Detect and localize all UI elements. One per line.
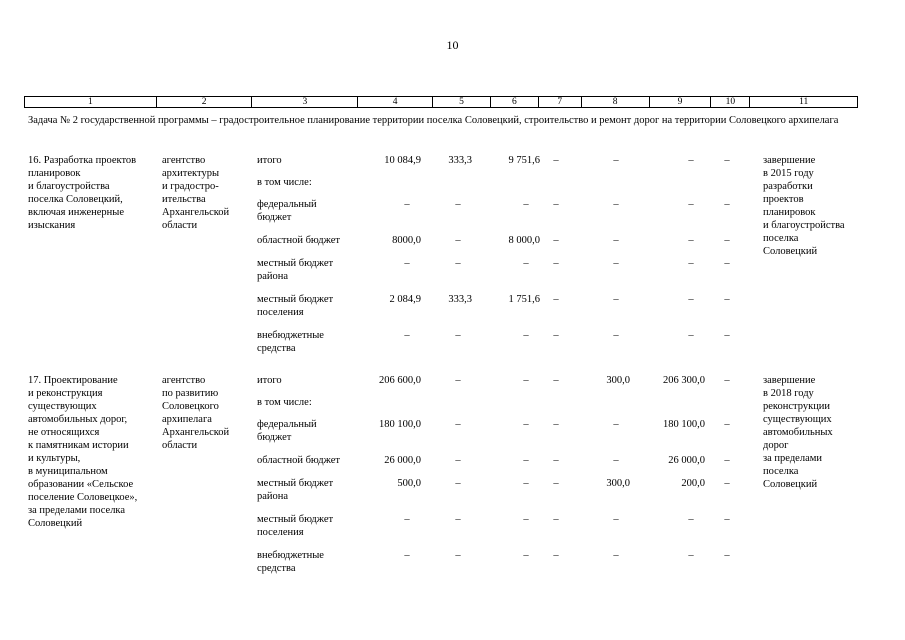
funding-value-col-6: – — [523, 550, 529, 561]
funding-value-col-7: – — [553, 258, 559, 269]
funding-value-col-9: – — [688, 155, 694, 166]
funding-source-vneb: средства — [257, 343, 296, 354]
funding-source-vtom: в том числе: — [257, 397, 312, 408]
funding-value-col-5: – — [455, 375, 461, 386]
funding-value-col-10: – — [724, 419, 730, 430]
result-line: существующих — [763, 414, 832, 425]
executor-line: Архангельской — [162, 427, 230, 438]
funding-value-col-9: – — [688, 294, 694, 305]
funding-value-col-5: – — [455, 199, 461, 210]
funding-value-col-5: – — [455, 550, 461, 561]
funding-value-col-8: – — [613, 155, 619, 166]
funding-value-col-4: 2 084,9 — [389, 294, 421, 305]
header-col-9: 9 — [650, 97, 712, 107]
funding-value-col-4: 500,0 — [397, 478, 421, 489]
funding-source-obl: областной бюджет — [257, 235, 340, 246]
funding-value-col-7: – — [553, 419, 559, 430]
funding-value-col-8: 300,0 — [606, 478, 630, 489]
executor-line: архитектуры — [162, 168, 219, 179]
funding-value-col-8: – — [613, 550, 619, 561]
funding-value-col-4: – — [404, 258, 410, 269]
funding-source-mest_r: района — [257, 271, 289, 282]
funding-value-col-8: – — [613, 235, 619, 246]
funding-source-vneb: внебюджетные — [257, 330, 324, 341]
measure-name-line: 16. Разработка проектов — [28, 155, 137, 166]
executor-line: по развитию — [162, 388, 219, 399]
funding-value-col-5: – — [455, 258, 461, 269]
funding-value-col-10: – — [724, 455, 730, 466]
measure-name-line: не относящихся — [28, 427, 100, 438]
column-number-header — [24, 96, 858, 108]
result-line: Соловецкий — [763, 246, 818, 257]
funding-value-col-5: 333,3 — [448, 294, 472, 305]
funding-source-vneb: внебюджетные — [257, 550, 324, 561]
header-col-7: 7 — [539, 97, 582, 107]
funding-value-col-9: – — [688, 235, 694, 246]
funding-value-col-9: 26 000,0 — [668, 455, 705, 466]
funding-value-col-7: – — [553, 330, 559, 341]
funding-value-col-4: 180 100,0 — [379, 419, 421, 430]
executor-line: области — [162, 440, 198, 451]
funding-source-mest_p: поселения — [257, 527, 304, 538]
executor-line: Соловецкого — [162, 401, 219, 412]
executor-line: ительства — [162, 194, 206, 205]
funding-value-col-10: – — [724, 258, 730, 269]
funding-source-vneb: средства — [257, 563, 296, 574]
funding-value-col-8: – — [613, 294, 619, 305]
measure-name-line: за пределами поселка — [28, 505, 126, 516]
funding-value-col-10: – — [724, 514, 730, 525]
funding-value-col-10: – — [724, 375, 730, 386]
funding-value-col-7: – — [553, 199, 559, 210]
page-number: 10 — [446, 38, 459, 52]
funding-value-col-6: 1 751,6 — [508, 294, 540, 305]
funding-value-col-4: – — [404, 330, 410, 341]
funding-value-col-7: – — [553, 455, 559, 466]
funding-value-col-4: 206 600,0 — [379, 375, 421, 386]
funding-value-col-7: – — [553, 478, 559, 489]
funding-value-col-8: – — [613, 330, 619, 341]
result-line: Соловецкий — [763, 479, 818, 490]
funding-value-col-9: 180 100,0 — [663, 419, 705, 430]
funding-value-col-9: – — [688, 199, 694, 210]
header-col-5: 5 — [433, 97, 491, 107]
funding-source-vtom: в том числе: — [257, 177, 312, 188]
measure-name-line: и культуры, — [28, 453, 81, 464]
funding-value-col-6: – — [523, 514, 529, 525]
funding-value-col-6: 8 000,0 — [508, 235, 540, 246]
funding-source-mest_p: местный бюджет — [257, 294, 334, 305]
funding-source-mest_p: поселения — [257, 307, 304, 318]
funding-value-col-5: – — [455, 478, 461, 489]
funding-source-fed: бюджет — [257, 432, 292, 443]
funding-value-col-8: – — [613, 419, 619, 430]
funding-source-mest_r: местный бюджет — [257, 478, 334, 489]
funding-value-col-8: 300,0 — [606, 375, 630, 386]
funding-value-col-10: – — [724, 155, 730, 166]
measure-name-line: в муниципальном — [28, 466, 108, 477]
funding-value-col-7: – — [553, 550, 559, 561]
funding-value-col-9: – — [688, 330, 694, 341]
funding-value-col-8: – — [613, 258, 619, 269]
funding-value-col-6: – — [523, 455, 529, 466]
result-line: завершение — [763, 375, 816, 386]
funding-value-col-9: – — [688, 550, 694, 561]
header-col-6: 6 — [491, 97, 539, 107]
header-col-3: 3 — [252, 97, 358, 107]
result-line: реконструкции — [763, 401, 831, 412]
funding-value-col-7: – — [553, 375, 559, 386]
header-col-10: 10 — [711, 97, 750, 107]
funding-value-col-10: – — [724, 478, 730, 489]
measure-name-line: к памятникам истории — [28, 440, 129, 451]
funding-value-col-5: – — [455, 235, 461, 246]
funding-value-col-9: – — [688, 258, 694, 269]
funding-value-col-5: – — [455, 330, 461, 341]
funding-value-col-6: 9 751,6 — [508, 155, 540, 166]
measure-name-line: и реконструкция — [28, 388, 103, 399]
funding-value-col-6: – — [523, 375, 529, 386]
funding-value-col-4: – — [404, 550, 410, 561]
funding-value-col-5: – — [455, 455, 461, 466]
funding-source-itogo: итого — [257, 155, 282, 166]
result-line: и благоустройства — [763, 220, 845, 231]
executor-line: агентство — [162, 375, 206, 386]
header-col-8: 8 — [582, 97, 650, 107]
measure-name-line: образовании «Сельское — [28, 479, 134, 490]
result-line: в 2015 году — [763, 168, 814, 179]
funding-value-col-4: 8000,0 — [392, 235, 421, 246]
funding-value-col-4: – — [404, 199, 410, 210]
measure-name-line: поселение Соловецкое», — [28, 492, 138, 503]
measure-name-line: автомобильных дорог, — [28, 414, 128, 425]
funding-value-col-7: – — [553, 294, 559, 305]
funding-value-col-7: – — [553, 514, 559, 525]
header-col-11: 11 — [799, 97, 809, 107]
measure-name-line: существующих — [28, 401, 97, 412]
funding-source-fed: федеральный — [257, 199, 317, 210]
result-line: дорог — [763, 440, 789, 451]
funding-value-col-10: – — [724, 550, 730, 561]
funding-value-col-6: – — [523, 199, 529, 210]
result-line: завершение — [763, 155, 816, 166]
result-line: разработки — [763, 181, 813, 192]
result-line: за пределами — [763, 453, 822, 464]
result-line: проектов — [763, 194, 804, 205]
executor-line: агентство — [162, 155, 206, 166]
measure-name-line: 17. Проектирование — [28, 375, 118, 386]
task-heading: Задача № 2 государственной программы – градостроительное планирование территории поселка Соловецкий, строительство и ремонт дорог на территории Соловецкого архипелага — [28, 115, 839, 126]
funding-value-col-5: – — [455, 514, 461, 525]
funding-value-col-9: 206 300,0 — [663, 375, 705, 386]
funding-value-col-4: – — [404, 514, 410, 525]
funding-value-col-6: – — [523, 419, 529, 430]
funding-value-col-5: – — [455, 419, 461, 430]
header-col-2: 2 — [157, 97, 253, 107]
funding-value-col-9: 200,0 — [681, 478, 705, 489]
result-line: поселка — [763, 233, 799, 244]
funding-value-col-10: – — [724, 330, 730, 341]
header-col-1: 1 — [25, 97, 157, 107]
measure-name-line: поселка Соловецкий, — [28, 194, 123, 205]
measure-name-line: включая инженерные — [28, 207, 125, 218]
funding-value-col-6: – — [523, 258, 529, 269]
measure-name-line: планировок — [28, 168, 81, 179]
funding-value-col-4: 10 084,9 — [384, 155, 421, 166]
funding-value-col-5: 333,3 — [448, 155, 472, 166]
funding-source-obl: областной бюджет — [257, 455, 340, 466]
measure-name-line: Соловецкий — [28, 518, 83, 529]
header-col-4: 4 — [358, 97, 433, 107]
funding-source-itogo: итого — [257, 375, 282, 386]
executor-line: Архангельской — [162, 207, 230, 218]
funding-value-col-7: – — [553, 235, 559, 246]
result-line: в 2018 году — [763, 388, 814, 399]
funding-source-fed: федеральный — [257, 419, 317, 430]
executor-line: области — [162, 220, 198, 231]
funding-value-col-8: – — [613, 199, 619, 210]
funding-source-mest_r: местный бюджет — [257, 258, 334, 269]
executor-line: архипелага — [162, 414, 212, 425]
funding-value-col-9: – — [688, 514, 694, 525]
funding-value-col-8: – — [613, 455, 619, 466]
executor-line: и градостро- — [162, 181, 219, 192]
funding-value-col-6: – — [523, 478, 529, 489]
funding-value-col-10: – — [724, 199, 730, 210]
funding-value-col-8: – — [613, 514, 619, 525]
funding-source-mest_r: района — [257, 491, 289, 502]
measure-name-line: изыскания — [28, 220, 76, 231]
funding-value-col-10: – — [724, 294, 730, 305]
result-line: планировок — [763, 207, 816, 218]
funding-value-col-6: – — [523, 330, 529, 341]
funding-value-col-10: – — [724, 235, 730, 246]
result-line: автомобильных — [763, 427, 833, 438]
funding-value-col-4: 26 000,0 — [384, 455, 421, 466]
funding-value-col-7: – — [553, 155, 559, 166]
result-line: поселка — [763, 466, 799, 477]
measure-name-line: и благоустройства — [28, 181, 110, 192]
funding-source-fed: бюджет — [257, 212, 292, 223]
funding-source-mest_p: местный бюджет — [257, 514, 334, 525]
